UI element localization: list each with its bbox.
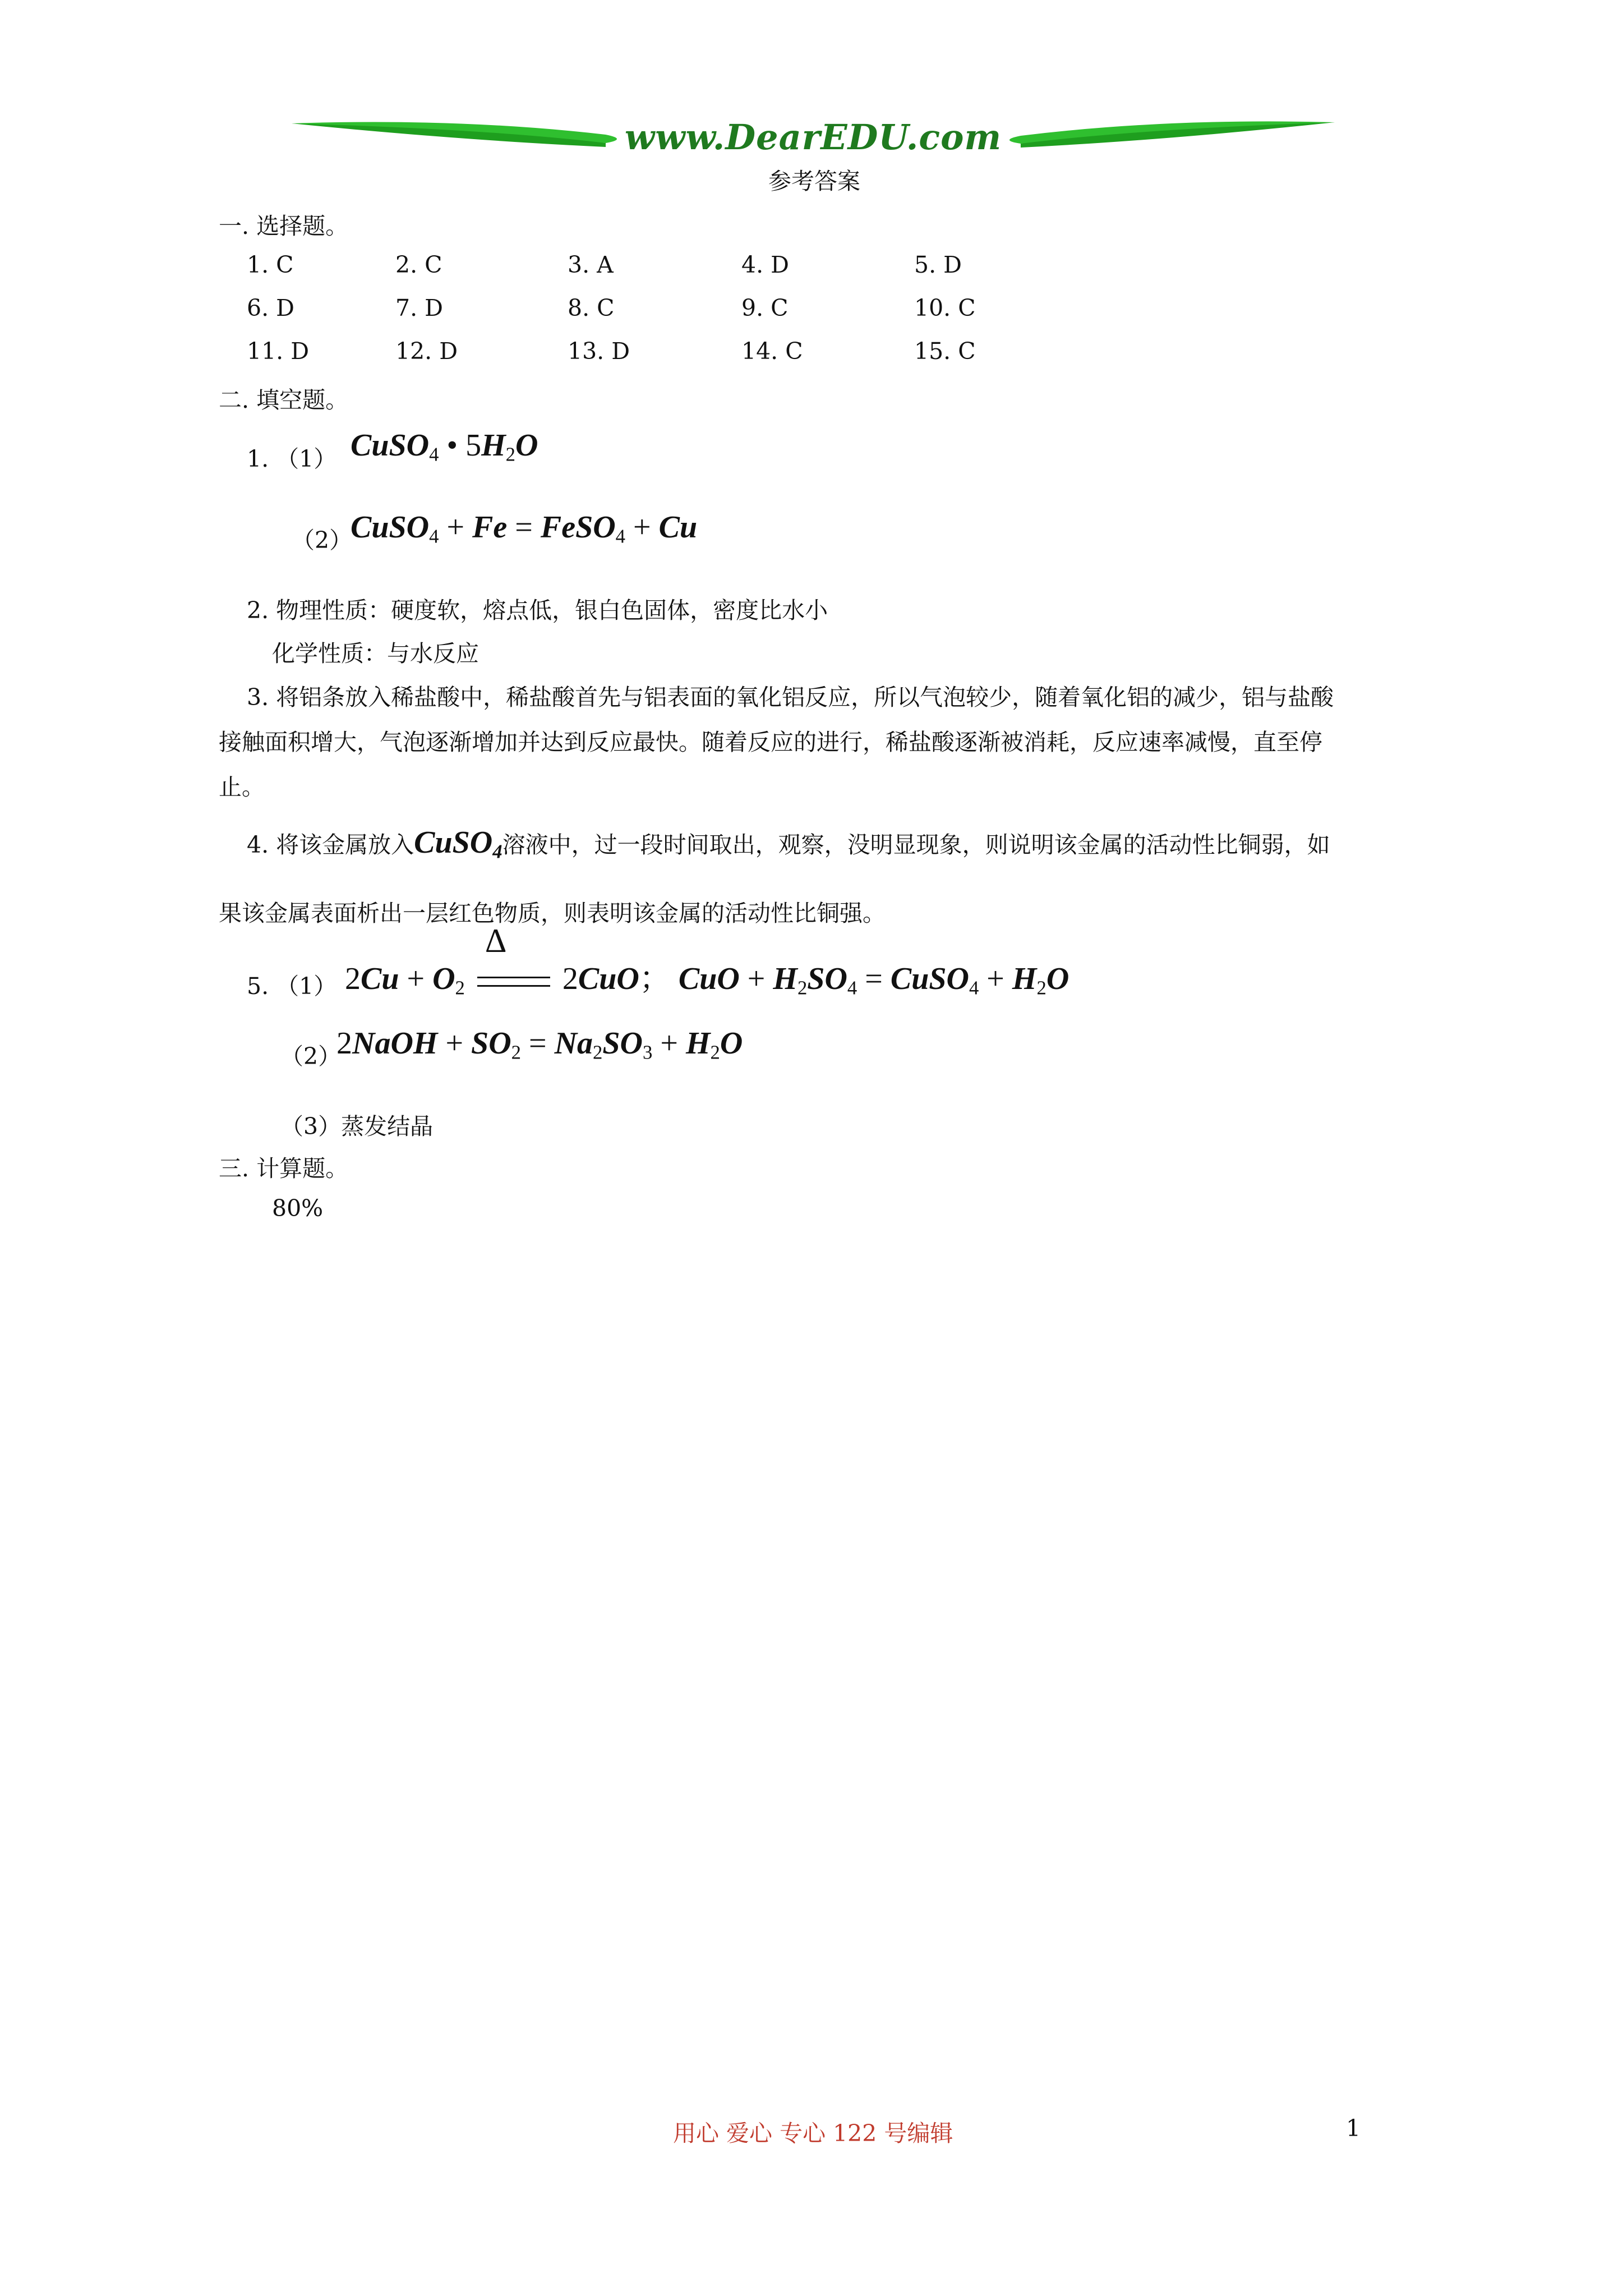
answer-item: 8. C (568, 295, 615, 321)
q3-line2: 接触面积增大，气泡逐渐增加并达到反应最快。随着反应的进行，稀盐酸逐渐被消耗，反应速率减慢，直至停 (219, 729, 1322, 756)
answer-item: 12. D (395, 338, 458, 365)
q2-line1: 2. 物理性质：硬度软，熔点低，银白色固体，密度比水小 (247, 597, 828, 624)
footer-slogan: 用心 爱心 专心 122 号编辑 (673, 2120, 953, 2147)
answer-item: 1. C (247, 251, 294, 278)
answer-item: 6. D (247, 295, 295, 321)
site-logo (292, 112, 1335, 163)
answer-item: 11. D (247, 338, 310, 365)
q1-formula-2: CuSO$_4$ + Fe = FeSO$_4$ + Cu (351, 510, 698, 547)
logo-text: www.DearEDU.com (624, 117, 1002, 158)
section3-heading: 三. 计算题。 (219, 1155, 349, 1182)
answer-item: 4. D (741, 251, 790, 278)
q2-line2: 化学性质：与水反应 (272, 640, 479, 667)
answer-item: 10. C (914, 295, 976, 321)
page-title: 参考答案 (768, 168, 860, 195)
q5-label: 5. （1） (247, 973, 337, 1000)
q1-label: 1. （1） (247, 445, 337, 472)
answer-item: 9. C (741, 295, 789, 321)
q3-line3: 止。 (219, 774, 265, 800)
q5-2-label: （2） (280, 1043, 342, 1070)
q3-line1: 3. 将铝条放入稀盐酸中，稀盐酸首先与铝表面的氧化铝反应，所以气泡较少，随着氧化铝的减少，铝与盐酸 (247, 684, 1334, 711)
section3-answer: 80% (272, 1195, 324, 1222)
q4-post: 溶液中，过一段时间取出，观察，没明显现象，则说明该金属的活动性比铜弱，如 (502, 831, 1330, 858)
answer-item: 15. C (914, 338, 976, 365)
answer-item: 2. C (395, 251, 442, 278)
q4-line1 (247, 825, 1330, 863)
heat-condition: Δ (473, 961, 555, 997)
q1-formula-1: CuSO$_4$ • $5H_2O$ (351, 428, 538, 466)
q1-2-label: （2） (292, 527, 353, 554)
answer-item: 13. D (568, 338, 630, 365)
answer-item: 5. D (914, 251, 962, 278)
section1-heading: 一. 选择题。 (219, 213, 349, 240)
q5-formula-2: 2NaOH + $SO_2 = Na_2SO_3 + H_2O$ (336, 1026, 743, 1064)
page-number: 1 (1346, 2115, 1361, 2142)
answer-item: 7. D (395, 295, 444, 321)
q4-formula: CuSO$_4$ (414, 825, 502, 863)
answer-item: 3. A (568, 251, 614, 278)
q5-3: （3）蒸发结晶 (280, 1113, 434, 1140)
answer-item: 14. C (741, 338, 803, 365)
section2-heading: 二. 填空题。 (219, 386, 349, 413)
q4-line2: 果该金属表面析出一层红色物质，则表明该金属的活动性比铜强。 (219, 900, 886, 927)
q4-pre: 4. 将该金属放入 (247, 831, 414, 858)
q5-formula-1: $2Cu + O_2$ Δ 2CuO； CuO + $H_2SO_4$ = CuSO$_4$ + $H_2O$ (345, 922, 1069, 999)
